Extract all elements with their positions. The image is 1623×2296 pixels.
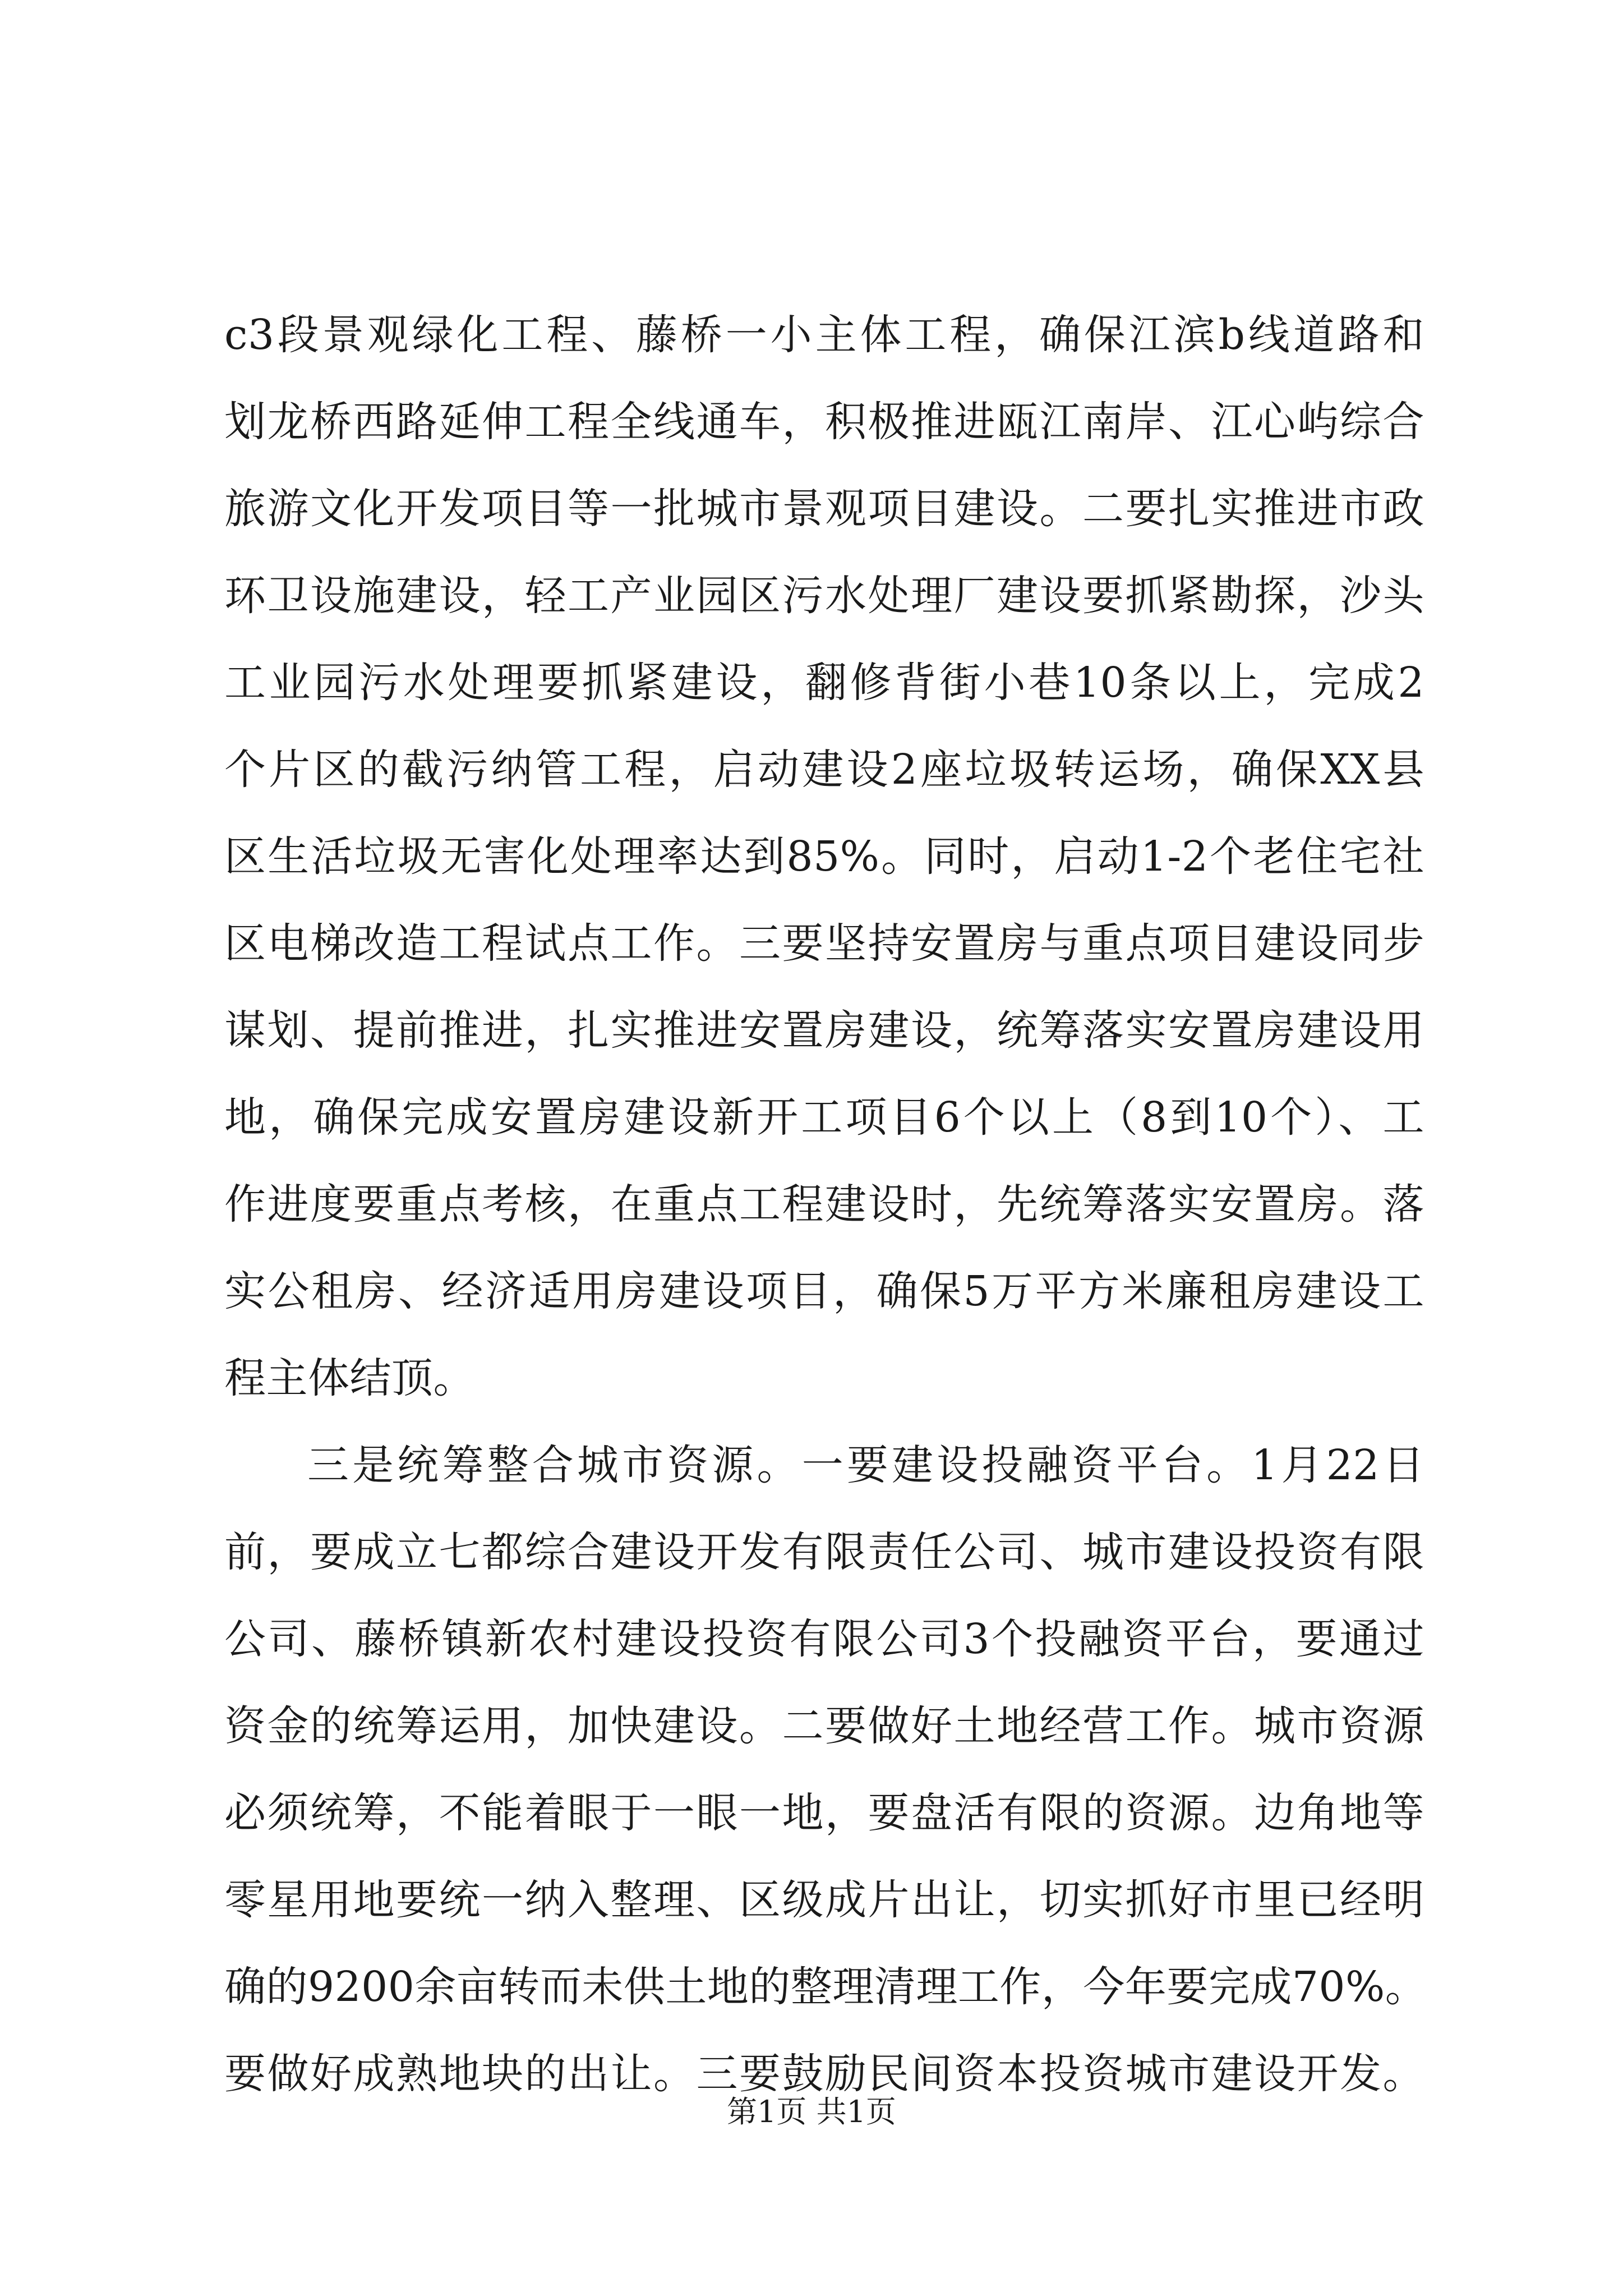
text-line: 程主体结顶。 xyxy=(224,1354,475,1402)
text-line: 划龙桥西路延伸工程全线通车，积极推进瓯江南岸、江心屿综合 xyxy=(224,398,1424,446)
document-body xyxy=(224,292,1427,2118)
text-line: 确的9200余亩转而未供土地的整理清理工作，今年要完成70%。 xyxy=(224,1963,1427,2011)
text-line: 地，确保完成安置房建设新开工项目6个以上（8到10个）、工 xyxy=(224,1093,1424,1142)
text-line: 环卫设施建设，轻工产业园区污水处理厂建设要抓紧勘探，沙头 xyxy=(224,572,1424,620)
text-line: 区生活垃圾无害化处理率达到85%。同时，启动1-2个老住宅社 xyxy=(224,832,1424,881)
text-line: 谋划、提前推进，扎实推进安置房建设，统筹落实安置房建设用 xyxy=(224,1006,1424,1055)
text-line: 三是统筹整合城市资源。一要建设投融资平台。1月22日 xyxy=(307,1441,1424,1489)
text-line: 实公租房、经济适用房建设项目，确保5万平方米廉租房建设工 xyxy=(224,1267,1424,1315)
text-line: 区电梯改造工程试点工作。三要坚持安置房与重点项目建设同步 xyxy=(224,919,1424,968)
text-line: 资金的统筹运用，加快建设。二要做好土地经营工作。城市资源 xyxy=(224,1702,1424,1750)
text-line: 作进度要重点考核，在重点工程建设时，先统筹落实安置房。落 xyxy=(224,1180,1424,1228)
text-line: 必须统筹，不能着眼于一眼一地，要盘活有限的资源。边角地等 xyxy=(224,1789,1424,1837)
text-line: 公司、藤桥镇新农村建设投资有限公司3个投融资平台，要通过 xyxy=(224,1615,1424,1663)
text-line: 工业园污水处理要抓紧建设，翻修背街小巷10条以上，完成2 xyxy=(224,659,1424,707)
page-footer: 第1页 共1页 xyxy=(727,2094,896,2129)
text-line: 前，要成立七都综合建设开发有限责任公司、城市建设投资有限 xyxy=(224,1528,1424,1576)
text-line: c3段景观绿化工程、藤桥一小主体工程，确保江滨b线道路和 xyxy=(224,311,1424,359)
text-line: 旅游文化开发项目等一批城市景观项目建设。二要扎实推进市政 xyxy=(224,485,1424,533)
text-line: 个片区的截污纳管工程，启动建设2座垃圾转运场，确保XX县 xyxy=(224,746,1424,794)
text-line: 要做好成熟地块的出让。三要鼓励民间资本投资城市建设开发。 xyxy=(224,2050,1424,2098)
text-line: 零星用地要统一纳入整理、区级成片出让，切实抓好市里已经明 xyxy=(224,1876,1424,1924)
